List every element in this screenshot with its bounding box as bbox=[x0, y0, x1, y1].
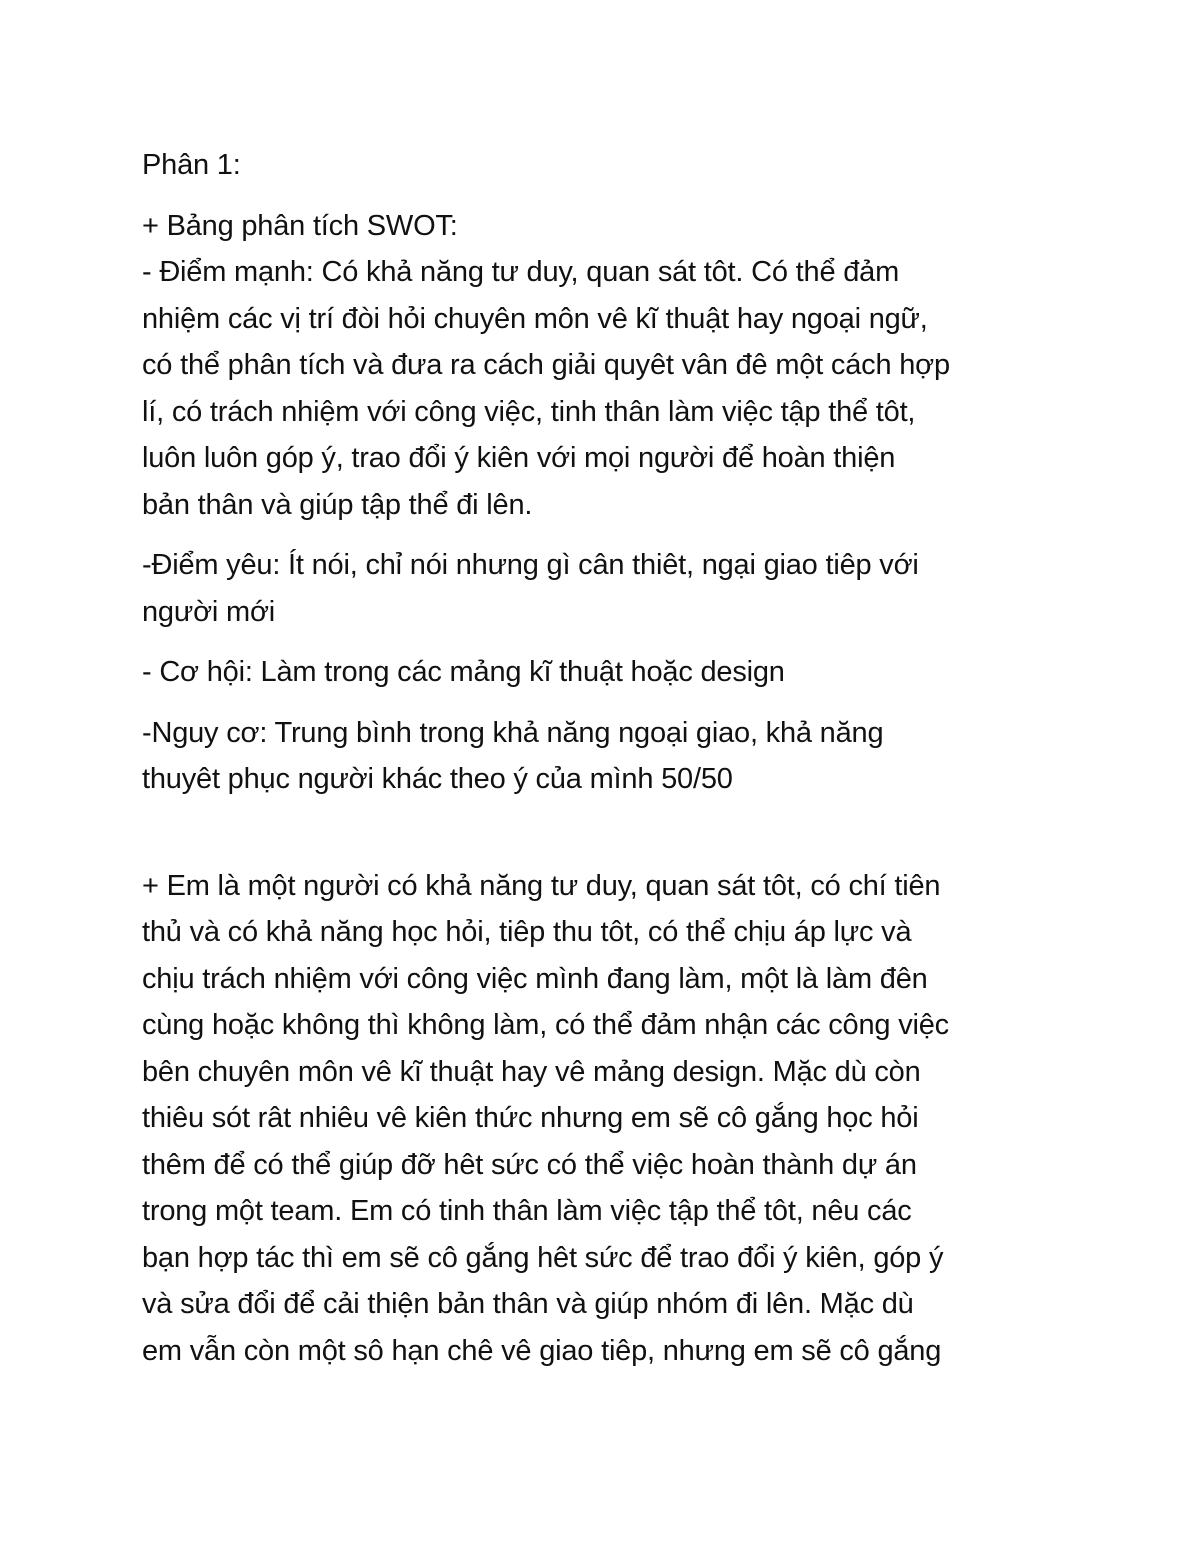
text-line: thủ và có khả năng học hỏi, tiêp thu tôt, có thể chịu áp lực và bbox=[142, 916, 912, 948]
text-line: bản thân và giúp tập thể đi lên. bbox=[142, 488, 533, 521]
text-line: - Điểm mạnh: Có khả năng tư duy, quan sát tôt. Có thể đảm bbox=[142, 256, 900, 288]
text-line: cùng hoặc không thì không làm, có thể đảm nhận các công việc bbox=[142, 1009, 949, 1041]
text-line: và sửa đổi để cải thiện bản thân và giúp nhóm đi lên. Mặc dù bbox=[142, 1288, 914, 1320]
section-heading: Phân 1: bbox=[142, 149, 241, 181]
spacer bbox=[142, 803, 1062, 863]
document-body bbox=[142, 142, 1062, 1374]
text-line: - Cơ hội: Làm trong các mảng kĩ thuật hoặc design bbox=[142, 656, 785, 688]
summary-paragraph bbox=[142, 863, 1062, 1375]
text-line: người mới bbox=[142, 595, 276, 628]
weaknesses-paragraph bbox=[142, 542, 1062, 635]
text-line: bạn hợp tác thì em sẽ cô gắng hêt sức để trao đổi ý kiên, góp ý bbox=[142, 1241, 944, 1274]
text-line: nhiệm các vị trí đòi hỏi chuyên môn vê kĩ thuật hay ngoại ngữ, bbox=[142, 302, 928, 335]
text-line: thêm để có thể giúp đỡ hêt sức có thể việc hoàn thành dự án bbox=[142, 1148, 917, 1181]
spacer bbox=[142, 696, 1062, 710]
opportunities-paragraph bbox=[142, 649, 1062, 696]
text-line: + Em là một người có khả năng tư duy, quan sát tôt, có chí tiên bbox=[142, 869, 941, 902]
text-line: bên chuyên môn vê kĩ thuật hay vê mảng design. Mặc dù còn bbox=[142, 1055, 921, 1088]
spacer bbox=[142, 528, 1062, 542]
spacer bbox=[142, 189, 1062, 203]
text-line: thiêu sót rât nhiêu vê kiên thức nhưng em sẽ cô gắng học hỏi bbox=[142, 1102, 919, 1134]
swot-title: + Bảng phân tích SWOT: bbox=[142, 209, 458, 242]
text-line: lí, có trách nhiệm với công việc, tinh thân làm việc tập thể tôt, bbox=[142, 395, 916, 428]
text-line: có thể phân tích và đưa ra cách giải quyêt vân đê một cách hợp bbox=[142, 349, 950, 381]
text-line: thuyêt phục người khác theo ý của mình 50/50 bbox=[142, 763, 733, 795]
spacer bbox=[142, 635, 1062, 649]
text-line: chịu trách nhiệm với công việc mình đang làm, một là làm đên bbox=[142, 962, 928, 995]
text-line: trong một team. Em có tinh thân làm việc tập thể tôt, nêu các bbox=[142, 1195, 912, 1227]
text-line: em vẫn còn một sô hạn chê vê giao tiêp, nhưng em sẽ cô gắng bbox=[142, 1334, 942, 1367]
text-line: -Điểm yêu: Ít nói, chỉ nói nhưng gì cân thiêt, ngại giao tiêp với bbox=[142, 549, 919, 581]
text-line: -Nguy cơ: Trung bình trong khả năng ngoại giao, khả năng bbox=[142, 716, 884, 749]
text-line: luôn luôn góp ý, trao đổi ý kiên với mọi người để hoàn thiện bbox=[142, 442, 896, 474]
threats-paragraph bbox=[142, 710, 1062, 803]
strengths-paragraph bbox=[142, 249, 1062, 528]
